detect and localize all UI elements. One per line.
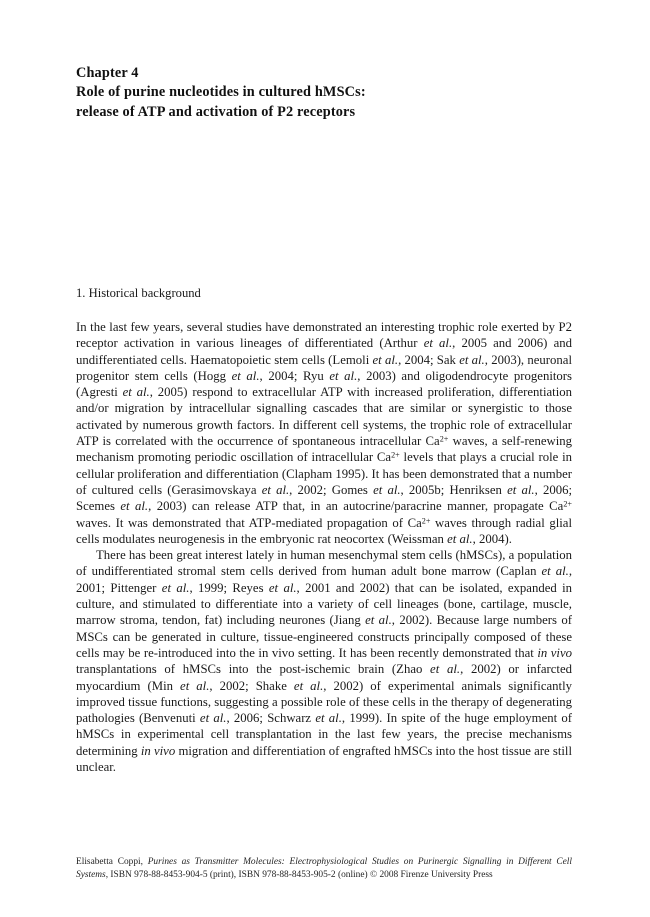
calcium-superscript: 2+	[391, 450, 400, 460]
chapter-title-line-1: Role of purine nucleotides in cultured hMSCs:	[76, 84, 366, 101]
text-run: waves, a self-renewing mechanism promoting periodic oscillation of intracellular Ca	[76, 434, 572, 465]
chapter-heading-block	[76, 64, 572, 122]
text-run: transplantations of hMSCs into the post-ischemic brain (Zhao	[76, 662, 431, 677]
citation-et-al: et al.	[423, 336, 453, 351]
text-run: , 2003) and oligodendrocyte progenitors (Agresti	[76, 368, 572, 400]
text-run: , 2005b; Henriksen	[400, 482, 508, 497]
citation-et-al: et al.	[507, 482, 535, 497]
text-run: , 1999). In spite of the huge employment of hMSCs in experimental cell transplantation in the last few years, the precise mechanisms determining	[76, 711, 573, 758]
citation-et-al: et al.	[261, 482, 290, 497]
text-run: , 2003), neuronal progenitor stem cells (Hogg	[76, 352, 572, 383]
text-run: , 2004).	[472, 531, 512, 546]
calcium-superscript: 2+	[421, 516, 431, 526]
text-run: , 2005) respond to extracellular ATP with increased proliferation, differentiation and/or migration by intracellular signalling cascades that are similar or synergistic to those activated by numerous growth factors. In different cell systems, the trophic role of extracellular ATP is correlated with the occurrence of spontaneous intracellular Ca	[76, 385, 572, 449]
section-heading: 1. Historical background	[76, 286, 201, 300]
footer-author: Elisabetta Coppi,	[76, 857, 148, 867]
text-run: levels that plays a crucial role in cellular proliferation and differentiation (Clapham 1995). It has been demonstrated that a number of cultured cells (Gerasimovskaya	[76, 450, 573, 497]
text-run: , 2006; Scemes	[76, 482, 572, 514]
text-run: , 1999; Reyes	[189, 580, 269, 595]
citation-et-al: et al.	[161, 580, 190, 595]
text-run: , 2003) can release ATP that, in an autocrine/paracrine manner, propagate Ca	[148, 499, 564, 514]
citation-et-al: et al.	[120, 499, 149, 514]
text-run: , 2002). Because large numbers of MSCs can be generated in culture, tissue-engineered constructs principally composed of these cells may be re-introduced into the in vivo setting. It has been recently demonstrated that	[76, 613, 573, 660]
emphasis-in-vivo: in vivo	[537, 645, 573, 660]
text-run: migration and differentiation of engrafted hMSCs into the host tissue are still unclear.	[76, 743, 573, 775]
text-run: , 2006; Schwarz	[226, 711, 316, 726]
emphasis-in-vivo: in vivo	[140, 743, 176, 758]
citation-et-al: et al.	[180, 678, 210, 693]
text-run: waves through radial glial cells modulates neurogenesis in the embryonic rat neocortex (Weissman	[76, 515, 572, 546]
chapter-title-line-2: release of ATP and activation of P2 receptors	[76, 103, 356, 120]
citation-et-al: et al.	[231, 368, 260, 383]
citation-et-al: et al.	[315, 711, 342, 726]
citation-et-al: et al.	[430, 662, 461, 677]
citation-et-al: et al.	[541, 564, 569, 579]
paragraph-hmscs	[76, 547, 572, 775]
citation-et-al: et al.	[459, 352, 485, 367]
text-run: , 2002) or infarcted myocardium (Min	[76, 662, 573, 693]
text-run: , 2004; Sak	[398, 352, 460, 367]
text-run: , 2001 and 2002) that can be isolated, expanded in culture, and stimulated to differentiate into a variety of cell lineages (bone, cartilage, muscle, marrow stroma, tendon, fat) including neurones (Jiang	[76, 580, 572, 628]
footer-isbn: , ISBN 978-88-8453-904-5 (print), ISBN 978-88-8453-905-2 (online) © 2008 Firenze University Press	[105, 870, 493, 881]
text-run: , 2004; Ryu	[259, 368, 330, 383]
footer-credit	[76, 856, 572, 882]
citation-et-al: et al.	[447, 531, 473, 546]
citation-et-al: et al.	[293, 678, 324, 693]
text-run: , 2002; Gomes	[289, 482, 374, 497]
citation-et-al: et al.	[199, 711, 227, 726]
text-run: , 2005 and 2006) and undifferentiated cells. Haematopoietic stem cells (Lemoli	[76, 336, 572, 367]
text-run: , 2002; Shake	[209, 678, 294, 693]
text-run: waves. It was demonstrated that ATP-mediated propagation of Ca	[76, 515, 422, 530]
citation-et-al: et al.	[372, 352, 399, 367]
body-text	[76, 319, 572, 775]
calcium-superscript: 2+	[563, 499, 572, 509]
citation-et-al: et al.	[122, 385, 150, 400]
citation-et-al: et al.	[365, 613, 392, 628]
text-run: There has been great interest lately in human mesenchymal stem cells (hMSCs), a population of undifferentiated stromal stem cells derived from human adult bone marrow (Caplan	[76, 548, 572, 579]
text-run: , 2002) of experimental animals significantly improved tissue functions, suggesting a possible role of these cells in the therapy of degenerating pathologies (Benvenuti	[76, 678, 572, 726]
text-run: In the last few years, several studies have demonstrated an interesting trophic role exerted by P2 receptor activation in various lineages of differentiated (Arthur	[76, 320, 572, 351]
citation-et-al: et al.	[329, 368, 358, 383]
citation-et-al: et al.	[268, 580, 297, 595]
citation-et-al: et al.	[373, 482, 401, 497]
text-run: , 2001; Pittenger	[76, 564, 572, 595]
chapter-number: Chapter 4	[76, 65, 139, 81]
paragraph-historical-background	[76, 319, 572, 547]
footer-citation-line	[76, 856, 572, 882]
footer-work-title: Purines as Transmitter Molecules: Electrophysiological Studies on Purinergic Signalling in Different Cell Systems	[76, 857, 572, 881]
calcium-superscript: 2+	[439, 434, 449, 444]
